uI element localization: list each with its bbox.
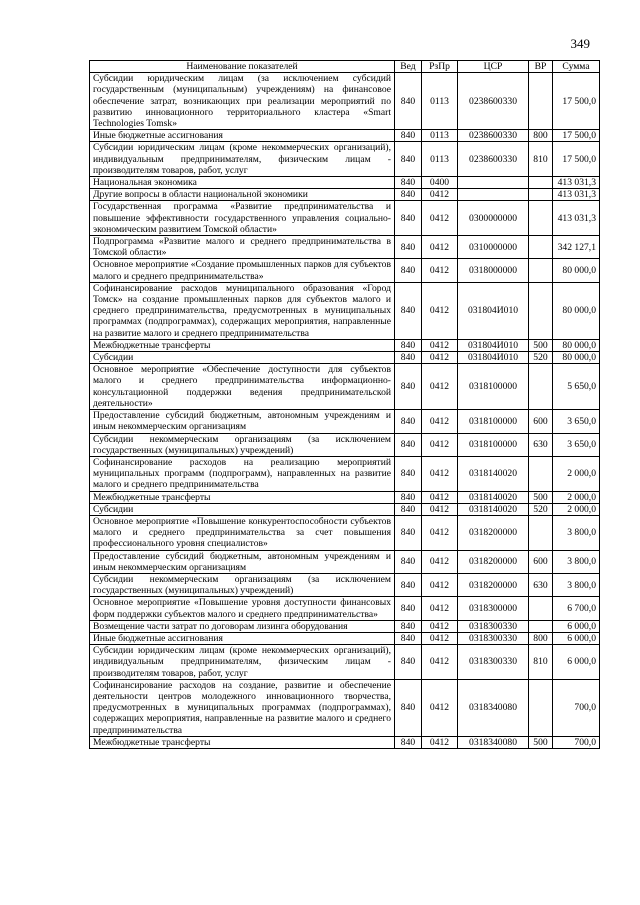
cell-vr [529,236,553,259]
cell-rzpr: 0412 [422,736,458,748]
cell-rzpr: 0412 [422,620,458,632]
column-header-name: Наименование показателей [90,61,395,73]
cell-csr: 0318200000 [458,550,529,573]
column-header-rzpr: РзПр [422,61,458,73]
cell-rzpr: 0113 [422,73,458,130]
cell-csr: 0310000000 [458,236,529,259]
cell-name: Предоставление субсидий бюджетным, автономным учреждениям и иным некоммерческим организациям [90,550,395,573]
cell-csr: 0318000000 [458,259,529,282]
cell-csr: 0318140020 [458,503,529,515]
cell-sum: 80 000,0 [553,282,600,339]
cell-ved: 840 [395,597,422,620]
cell-ved: 840 [395,491,422,503]
cell-sum: 3 650,0 [553,433,600,456]
cell-rzpr: 0412 [422,645,458,680]
cell-ved: 840 [395,189,422,201]
table-row [90,736,600,748]
cell-sum: 6 000,0 [553,645,600,680]
cell-vr: 500 [529,736,553,748]
cell-vr [529,201,553,236]
cell-name: Межбюджетные трансферты [90,339,395,351]
cell-vr: 800 [529,130,553,142]
cell-csr: 0238600330 [458,130,529,142]
cell-ved: 840 [395,679,422,736]
cell-name: Межбюджетные трансферты [90,736,395,748]
cell-csr: 0318340080 [458,679,529,736]
cell-sum: 3 650,0 [553,410,600,433]
cell-ved: 840 [395,645,422,680]
cell-ved: 840 [395,339,422,351]
cell-csr: 0318340080 [458,736,529,748]
cell-sum: 3 800,0 [553,573,600,596]
cell-ved: 840 [395,236,422,259]
cell-rzpr: 0412 [422,364,458,410]
cell-ved: 840 [395,515,422,550]
table-row [90,236,600,259]
table-row [90,550,600,573]
cell-rzpr: 0412 [422,632,458,644]
cell-name: Основное мероприятие «Создание промышленных парков для субъектов малого и среднего предпринимательства» [90,259,395,282]
table-row [90,364,600,410]
table-row [90,189,600,201]
cell-vr: 600 [529,550,553,573]
cell-vr [529,282,553,339]
table-row [90,597,600,620]
cell-name: Иные бюджетные ассигнования [90,130,395,142]
cell-ved: 840 [395,259,422,282]
cell-ved: 840 [395,142,422,177]
cell-ved: 840 [395,177,422,189]
cell-ved: 840 [395,201,422,236]
table-row [90,201,600,236]
cell-ved: 840 [395,130,422,142]
cell-sum: 80 000,0 [553,339,600,351]
cell-name: Основное мероприятие «Повышение конкурентоспособности субъектов малого и среднего предпринимательства за счет повышения профессионального уровня специалистов» [90,515,395,550]
column-header-vr: ВР [529,61,553,73]
cell-ved: 840 [395,364,422,410]
cell-rzpr: 0412 [422,573,458,596]
cell-sum: 413 031,3 [553,201,600,236]
cell-name: Подпрограмма «Развитие малого и среднего предпринимательства в Томской области» [90,236,395,259]
cell-sum: 6 700,0 [553,597,600,620]
cell-csr: 0318300000 [458,597,529,620]
cell-rzpr: 0113 [422,130,458,142]
table-row [90,503,600,515]
table-header-row [90,61,600,73]
cell-name: Государственная программа «Развитие предпринимательства и повышение эффективности государственного управления социально-экономическим развитием Томской области» [90,201,395,236]
cell-csr: 0318100000 [458,410,529,433]
table-row [90,491,600,503]
cell-sum: 700,0 [553,679,600,736]
cell-rzpr: 0412 [422,491,458,503]
column-header-csr: ЦСР [458,61,529,73]
cell-csr [458,177,529,189]
cell-ved: 840 [395,736,422,748]
cell-ved: 840 [395,503,422,515]
cell-csr: 0318300330 [458,645,529,680]
cell-vr: 800 [529,632,553,644]
cell-name: Субсидии некоммерческим организациям (за исключением государственных (муниципальных) учреждений) [90,433,395,456]
cell-csr: 0318200000 [458,573,529,596]
cell-ved: 840 [395,410,422,433]
cell-rzpr: 0412 [422,236,458,259]
table-row [90,73,600,130]
cell-name: Субсидии некоммерческим организациям (за исключением государственных (муниципальных) учреждений) [90,573,395,596]
cell-rzpr: 0412 [422,597,458,620]
cell-csr: 0238600330 [458,142,529,177]
cell-csr: 0238600330 [458,73,529,130]
cell-ved: 840 [395,433,422,456]
cell-sum: 700,0 [553,736,600,748]
cell-name: Софинансирование расходов на реализацию мероприятий муниципальных программ (подпрограмм), направленных на развитие малого и среднего предпринимательства [90,456,395,491]
cell-rzpr: 0412 [422,189,458,201]
cell-csr: 0318300330 [458,620,529,632]
cell-name: Иные бюджетные ассигнования [90,632,395,644]
cell-vr: 600 [529,410,553,433]
cell-name: Основное мероприятие «Повышение уровня доступности финансовых форм поддержки субъектов малого и среднего предпринимательства» [90,597,395,620]
cell-name: Межбюджетные трансферты [90,491,395,503]
cell-vr [529,620,553,632]
cell-rzpr: 0412 [422,282,458,339]
cell-name: Возмещение части затрат по договорам лизинга оборудования [90,620,395,632]
cell-ved: 840 [395,573,422,596]
cell-vr [529,73,553,130]
cell-sum: 2 000,0 [553,503,600,515]
cell-sum: 80 000,0 [553,352,600,364]
cell-name: Другие вопросы в области национальной экономики [90,189,395,201]
cell-rzpr: 0412 [422,679,458,736]
cell-vr [529,679,553,736]
cell-ved: 840 [395,282,422,339]
cell-sum: 413 031,3 [553,189,600,201]
cell-vr [529,364,553,410]
cell-rzpr: 0412 [422,339,458,351]
table-row [90,679,600,736]
cell-name: Софинансирование расходов на создание, развитие и обеспечение деятельности центров молодежного инновационного творчества, предусмотренных в муниципальных программах (подпрограммах), содержащих мероприятия, направленные на развитие малого и среднего предпринимательства [90,679,395,736]
cell-vr: 520 [529,503,553,515]
cell-name: Национальная экономика [90,177,395,189]
cell-rzpr: 0412 [422,550,458,573]
cell-vr [529,597,553,620]
cell-ved: 840 [395,456,422,491]
cell-ved: 840 [395,550,422,573]
cell-sum: 413 031,3 [553,177,600,189]
table-row [90,410,600,433]
cell-rzpr: 0412 [422,515,458,550]
cell-sum: 3 800,0 [553,550,600,573]
cell-rzpr: 0113 [422,142,458,177]
cell-vr: 810 [529,142,553,177]
table-row [90,632,600,644]
cell-ved: 840 [395,632,422,644]
cell-vr [529,259,553,282]
cell-sum: 342 127,1 [553,236,600,259]
table-row [90,573,600,596]
cell-rzpr: 0412 [422,503,458,515]
cell-vr: 500 [529,491,553,503]
cell-vr: 630 [529,433,553,456]
cell-vr: 520 [529,352,553,364]
cell-sum: 3 800,0 [553,515,600,550]
budget-table [89,60,600,749]
cell-rzpr: 0400 [422,177,458,189]
cell-csr [458,189,529,201]
cell-name: Субсидии юридическим лицам (за исключением субсидий государственным (муниципальным) учреждениям) на финансовое обеспечение затрат, возникающих при реализации мероприятий по развитию инновационного территориального кластера «Smart Technologies Tomsk» [90,73,395,130]
cell-csr: 031804И010 [458,282,529,339]
cell-vr: 630 [529,573,553,596]
cell-csr: 031804И010 [458,339,529,351]
table-row [90,339,600,351]
cell-ved: 840 [395,73,422,130]
cell-vr [529,456,553,491]
cell-rzpr: 0412 [422,352,458,364]
table-row [90,177,600,189]
cell-csr: 031804И010 [458,352,529,364]
cell-ved: 840 [395,620,422,632]
table-row [90,259,600,282]
table-row [90,352,600,364]
cell-vr: 810 [529,645,553,680]
cell-vr [529,189,553,201]
cell-sum: 2 000,0 [553,491,600,503]
cell-sum: 6 000,0 [553,620,600,632]
cell-rzpr: 0412 [422,259,458,282]
table-row [90,645,600,680]
cell-rzpr: 0412 [422,433,458,456]
cell-rzpr: 0412 [422,456,458,491]
cell-csr: 0318140020 [458,456,529,491]
table-row [90,620,600,632]
cell-csr: 0318100000 [458,433,529,456]
cell-name: Субсидии юридическим лицам (кроме некоммерческих организаций), индивидуальным предпринимателям, физическим лицам - производителям товаров, работ, услуг [90,142,395,177]
cell-csr: 0300000000 [458,201,529,236]
table-row [90,142,600,177]
cell-csr: 0318100000 [458,364,529,410]
cell-name: Субсидии [90,352,395,364]
table-row [90,282,600,339]
cell-name: Субсидии юридическим лицам (кроме некоммерческих организаций), индивидуальным предпринимателям, физическим лицам - производителям товаров, работ, услуг [90,645,395,680]
cell-vr [529,515,553,550]
cell-sum: 2 000,0 [553,456,600,491]
cell-ved: 840 [395,352,422,364]
cell-sum: 17 500,0 [553,73,600,130]
cell-vr [529,177,553,189]
table-row [90,456,600,491]
cell-name: Субсидии [90,503,395,515]
cell-vr: 500 [529,339,553,351]
table-row [90,515,600,550]
cell-sum: 80 000,0 [553,259,600,282]
cell-name: Основное мероприятие «Обеспечение доступности для субъектов малого и среднего предпринимательства информационно-консультационной поддержки ведения предпринимательской деятельности» [90,364,395,410]
column-header-ved: Вед [395,61,422,73]
cell-sum: 5 650,0 [553,364,600,410]
cell-rzpr: 0412 [422,201,458,236]
page-number: 349 [570,36,590,51]
cell-name: Софинансирование расходов муниципального образования «Город Томск» на создание промышленных парков для субъектов малого и среднего предпринимательства, предусмотренных в муниципальных программах (подпрограммах), содержащих мероприятия, направленные на развитие малого и среднего предпринимательства [90,282,395,339]
table-body [90,73,600,749]
cell-sum: 17 500,0 [553,142,600,177]
cell-sum: 17 500,0 [553,130,600,142]
column-header-sum: Сумма [553,61,600,73]
cell-rzpr: 0412 [422,410,458,433]
table-row [90,433,600,456]
cell-csr: 0318200000 [458,515,529,550]
cell-csr: 0318140020 [458,491,529,503]
table-row [90,130,600,142]
cell-csr: 0318300330 [458,632,529,644]
cell-sum: 6 000,0 [553,632,600,644]
cell-name: Предоставление субсидий бюджетным, автономным учреждениям и иным некоммерческим организациям [90,410,395,433]
